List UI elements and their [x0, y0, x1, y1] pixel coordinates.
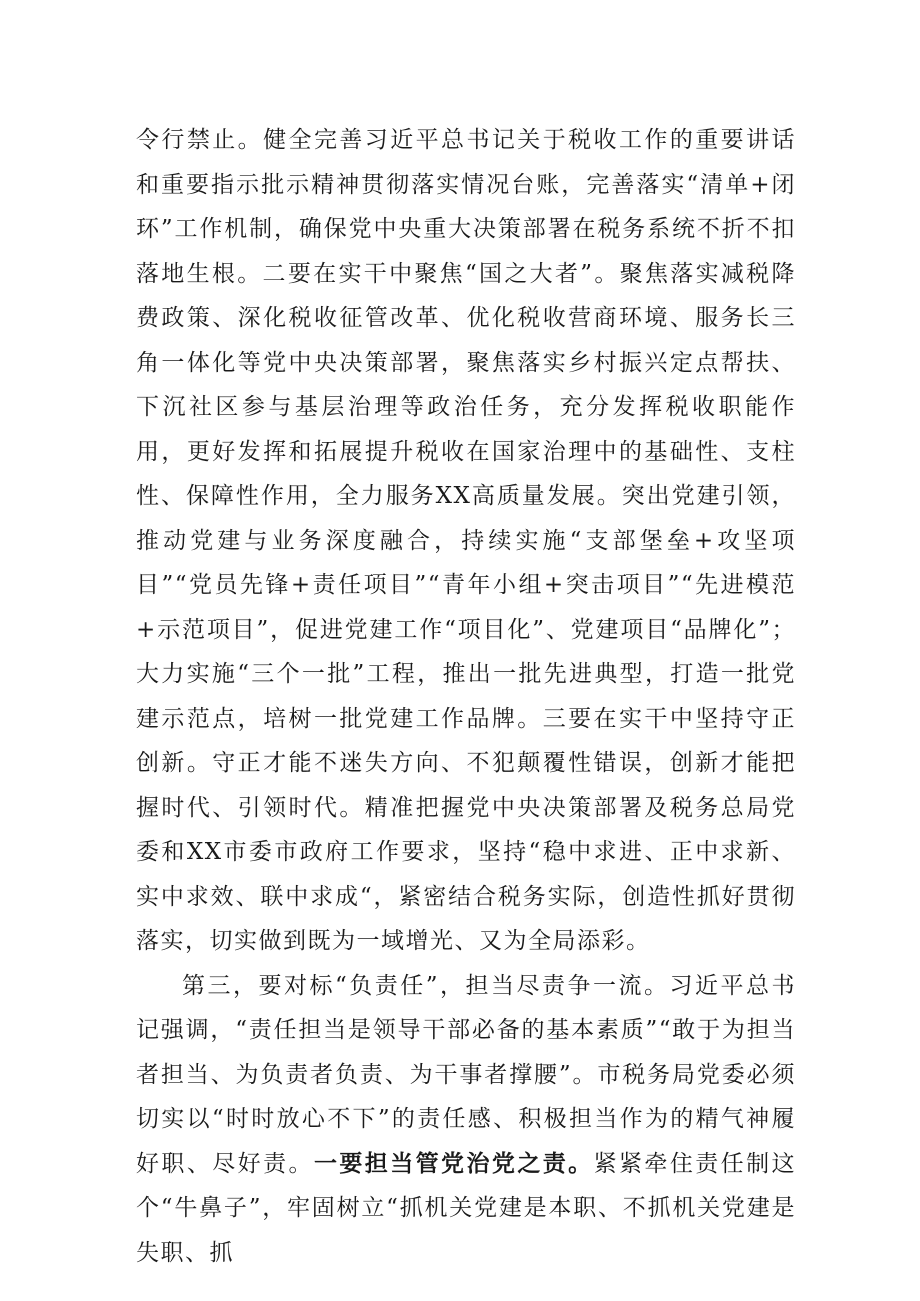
bold-heading-first-duty: 一要担当管党治党之责。: [313, 1149, 594, 1177]
paragraph-third-point-lead: 第三，要对标“负责任”，担当尽责争一流。习近平总书记强调，“责任担当是领导干部必备的基本素质”“敢于为担当者担当、为负责者负责、为干事者撑腰”。市税务局党委必须切实以“时时放心不下”的责任感、积极担当作为的精气神履好职、尽好责。: [136, 972, 796, 1177]
document-body: [136, 118, 796, 1275]
paragraph-third-point: [136, 964, 796, 1276]
paragraph-continued: 令行禁止。健全完善习近平总书记关于税收工作的重要讲话和重要指示批示精神贯彻落实情况台账，完善落实“清单+闭环”工作机制，确保党中央重大决策部署在税务系统不折不扣落地生根。二要在实干中聚焦“国之大者”。聚焦落实减税降费政策、深化税收征管改革、优化税收营商环境、服务长三角一体化等党中央决策部署，聚焦落实乡村振兴定点帮扶、下沉社区参与基层治理等政治任务，充分发挥税收职能作用，更好发挥和拓展提升税收在国家治理中的基础性、支柱性、保障性作用，全力服务XX高质量发展。突出党建引领，推动党建与业务深度融合，持续实施“支部堡垒+攻坚项目”“党员先锋+责任项目”“青年小组+突击项目”“先进模范+示范项目”，促进党建工作“项目化”、党建项目“品牌化”；大力实施“三个一批”工程，推出一批先进典型，打造一批党建示范点，培树一批党建工作品牌。三要在实干中坚持守正创新。守正才能不迷失方向、不犯颠覆性错误，创新才能把握时代、引领时代。精准把握党中央决策部署及税务总局党委和XX市委市政府工作要求，坚持“稳中求进、正中求新、实中求效、联中求成“，紧密结合税务实际，创造性抓好贯彻落实，切实做到既为一域增光、又为全局添彩。: [136, 127, 796, 954]
paragraph-third-point-tail: 紧紧牵住责任制这个“牛鼻子”，牢固树立“抓机关党建是本职、不抓机关党建是失职、抓: [136, 1150, 797, 1266]
